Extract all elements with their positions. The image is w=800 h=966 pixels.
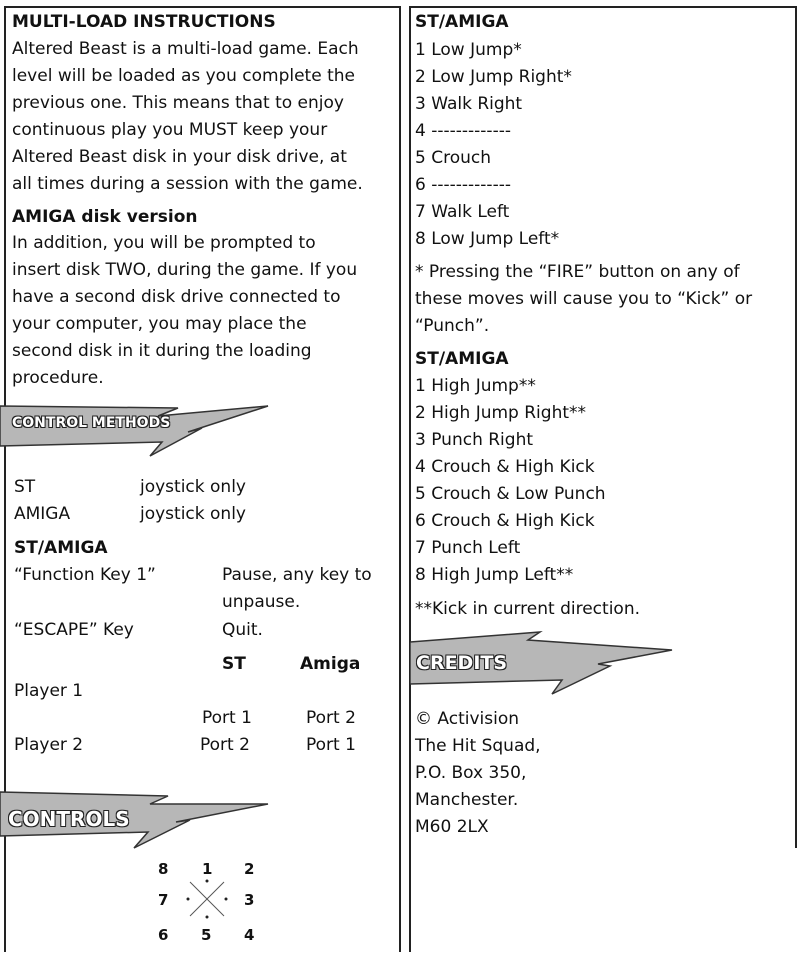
ports-p2-amiga: Port 1 [306,735,356,755]
direction-diagram [150,850,270,950]
amiga-line-4: your computer, you may place the [12,314,307,334]
control-method-st: joystick only [140,477,246,497]
amiga-line-2: insert disk TWO, during the game. If you [12,260,358,280]
control-methods-banner-label: CONTROL METHODS [12,415,171,431]
amiga-line-6: procedure. [12,368,104,388]
moves-b-item-2: 2 High Jump Right** [415,403,587,423]
credits-line-2: The Hit Squad, [415,736,541,756]
control-method-amiga: joystick only [140,504,246,524]
key-f1-action-2: unpause. [222,592,301,612]
amiga-line-3: have a second disk drive connected to [12,287,341,307]
moves-a-item-1: 1 Low Jump* [415,40,522,60]
moves-b-item-8: 8 High Jump Left** [415,565,574,585]
moves-a-note-3: “Punch”. [415,316,490,336]
dir-6: 6 [158,926,169,944]
credits-line-3: P.O. Box 350, [415,763,527,783]
dir-4: 4 [244,926,255,944]
moves-a-item-5: 5 Crouch [415,148,492,168]
dir-8: 8 [158,860,169,878]
controls-banner-label: CONTROLS [8,807,130,831]
amiga-heading: AMIGA disk version [12,207,198,227]
moves-b-item-3: 3 Punch Right [415,430,534,450]
moves-b-note: **Kick in current direction. [415,599,641,619]
keys-heading: ST/AMIGA [14,538,108,558]
ports-p1-st: Port 1 [202,708,252,728]
moves-b-item-4: 4 Crouch & High Kick [415,457,595,477]
controls-banner [0,780,270,852]
moves-a-item-7: 7 Walk Left [415,202,510,222]
moves-b-item-7: 7 Punch Left [415,538,521,558]
moves-a-item-6: 6 ------------- [415,175,511,195]
moves-a-note-1: * Pressing the “FIRE” button on any of [415,262,740,282]
moves-a-item-4: 4 ------------- [415,121,511,141]
dir-2: 2 [244,860,255,878]
multiload-line-3: previous one. This means that to enjoy [12,93,344,113]
multiload-line-1: Altered Beast is a multi-load game. Each [12,39,359,59]
key-f1: “Function Key 1” [14,565,156,585]
moves-b-item-1: 1 High Jump** [415,376,536,396]
lightning-bolt-icon [0,398,270,464]
multiload-heading: MULTI-LOAD INSTRUCTIONS [12,12,276,32]
ports-col-st: ST [222,654,246,674]
credits-line-1: © Activision [415,709,520,729]
control-platform-amiga: AMIGA [14,504,71,524]
dir-7: 7 [158,891,169,909]
amiga-line-5: second disk in it during the loading [12,341,312,361]
ports-player1: Player 1 [14,681,84,701]
moves-a-note-2: these moves will cause you to “Kick” or [415,289,753,309]
moves-a-item-3: 3 Walk Right [415,94,523,114]
moves-b-item-6: 6 Crouch & High Kick [415,511,595,531]
key-escape: “ESCAPE” Key [14,620,134,640]
moves-a-item-8: 8 Low Jump Left* [415,229,560,249]
ports-p1-amiga: Port 2 [306,708,356,728]
control-methods-banner [0,398,270,464]
moves-a-heading: ST/AMIGA [415,12,509,32]
key-escape-action: Quit. [222,620,263,640]
key-f1-action-1: Pause, any key to [222,565,372,585]
credits-line-5: M60 2LX [415,817,489,837]
moves-b-item-5: 5 Crouch & Low Punch [415,484,606,504]
credits-banner [410,628,690,700]
multiload-line-6: all times during a session with the game. [12,174,363,194]
ports-col-amiga: Amiga [300,654,361,674]
credits-line-4: Manchester. [415,790,519,810]
multiload-line-2: level will be loaded as you complete the [12,66,355,86]
dir-1: 1 [202,860,213,878]
control-platform-st: ST [14,477,36,497]
dir-5: 5 [201,926,212,944]
ports-p2-st: Port 2 [200,735,250,755]
ports-player2: Player 2 [14,735,84,755]
amiga-line-1: In addition, you will be prompted to [12,233,316,253]
multiload-line-5: Altered Beast disk in your disk drive, at [12,147,347,167]
moves-a-item-2: 2 Low Jump Right* [415,67,572,87]
credits-banner-label: CREDITS [416,652,508,674]
dir-3: 3 [244,891,255,909]
moves-b-heading: ST/AMIGA [415,349,509,369]
multiload-line-4: continuous play you MUST keep your [12,120,328,140]
